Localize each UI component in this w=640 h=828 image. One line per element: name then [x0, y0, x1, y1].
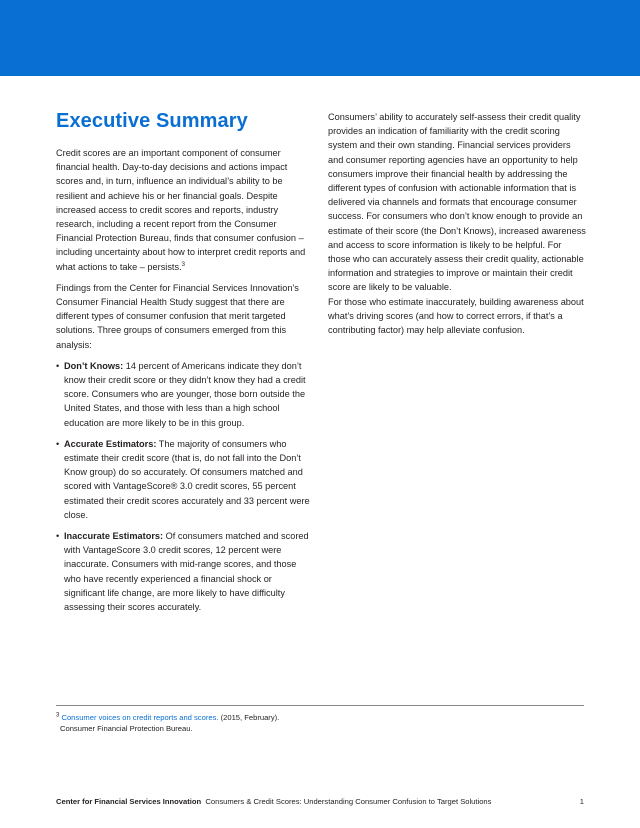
page-footer — [56, 797, 584, 807]
footnote-date: (2015, February). — [218, 713, 280, 722]
header-band — [0, 0, 640, 76]
footnote-divider — [56, 705, 584, 706]
list-item — [56, 359, 312, 430]
footer-text — [56, 797, 491, 807]
bullet-icon: • — [56, 360, 60, 371]
bullet-icon: • — [56, 531, 60, 542]
intro-paragraph — [56, 146, 312, 274]
list-item-term: Inaccurate Estimators: — [64, 531, 164, 542]
list-item — [56, 529, 312, 614]
page-number: 1 — [579, 797, 584, 806]
list-item-term: Accurate Estimators: — [64, 438, 157, 449]
right-paragraph-2: For those who estimate inaccurately, building awareness about what’s driving scores (and how to correct errors, if that’s a contributing factor) may help alleviate confusion. — [328, 296, 584, 336]
page-title: Executive Summary — [56, 110, 248, 132]
list-item-text: Of consumers matched and scored with VantageScore 3.0 credit scores, 12 percent were inaccurate. Consumers with mid-range scores, and those who have recently experienced a financial shock or significant life change, are more likely to have difficulty assessing their scores accurately. — [64, 531, 309, 613]
findings-paragraph: Findings from the Center for Financial Services Innovation’s Consumer Financial Health Study suggest that there are different types of consumer confusion that merit targeted solutions. Three groups of consumers emerged from this analysis: — [56, 282, 299, 350]
footnote-link[interactable]: Consumer voices on credit reports and scores. — [61, 713, 219, 722]
intro-text: Credit scores are an important component of consumer financial health. Day-to-day decisions and actions impact scores and, in turn, influence an individual’s ability to be resilient and achieve his or her financial goals. Despite increased access to credit scores and reports, industry research, including a recent report from the Consumer Financial Protection Bureau, finds that consumer confusion – including uncertainty about how to interpret credit reports and what actions to take – persists. — [56, 148, 306, 272]
footnote-line-1 — [56, 712, 456, 723]
bullet-icon: • — [56, 438, 60, 449]
list-item-text: 14 percent of Americans indicate they don’t know their credit score or they didn’t know they had a credit score. Consumers who are younger, those born outside the United States, and those with less than a high school education are more likely to be in this group. — [64, 360, 306, 428]
right-paragraph-1: Consumers’ ability to accurately self-assess their credit quality provides an indication of familiarity with the credit scoring system and their own standing. Financial services providers and consumer reporting agencies have an opportunity to help consumers improve their financial health by addressing the different types of confusion with actionable information that is delivered via channels and formats that encourage consumer success. For consumers who don’t know enough to provide an estimate of their score (the Don’t Knows), increased awareness and access to score information is likely to be helpful. For those who can accurately assess their credit quality, actionable information and strategies to improve or maintain their credit score are likely to be valuable. — [328, 112, 586, 293]
footer-doc-title: Consumers & Credit Scores: Understanding Consumer Confusion to Target Solutions — [205, 797, 492, 806]
left-column — [56, 108, 312, 621]
footer-org: Center for Financial Services Innovation — [56, 797, 202, 806]
consumer-groups-list — [56, 359, 312, 614]
list-item-term: Don’t Knows: — [64, 360, 124, 371]
footnote-line-2: Consumer Financial Protection Bureau. — [60, 724, 193, 733]
list-item — [56, 437, 312, 522]
footnote — [56, 712, 456, 734]
right-column — [328, 110, 586, 344]
footnote-ref[interactable]: 3 — [181, 261, 185, 268]
footnote-number: 3 — [56, 712, 60, 719]
list-item-text: The majority of consumers who estimate their credit score (that is, do not fall into the Don’t Know group) do so accurately. Of consumers matched and scored with VantageScore® 3.0 credit scores, 55 percent estimated their credit scores accurately and 33 percent were close. — [64, 438, 310, 520]
